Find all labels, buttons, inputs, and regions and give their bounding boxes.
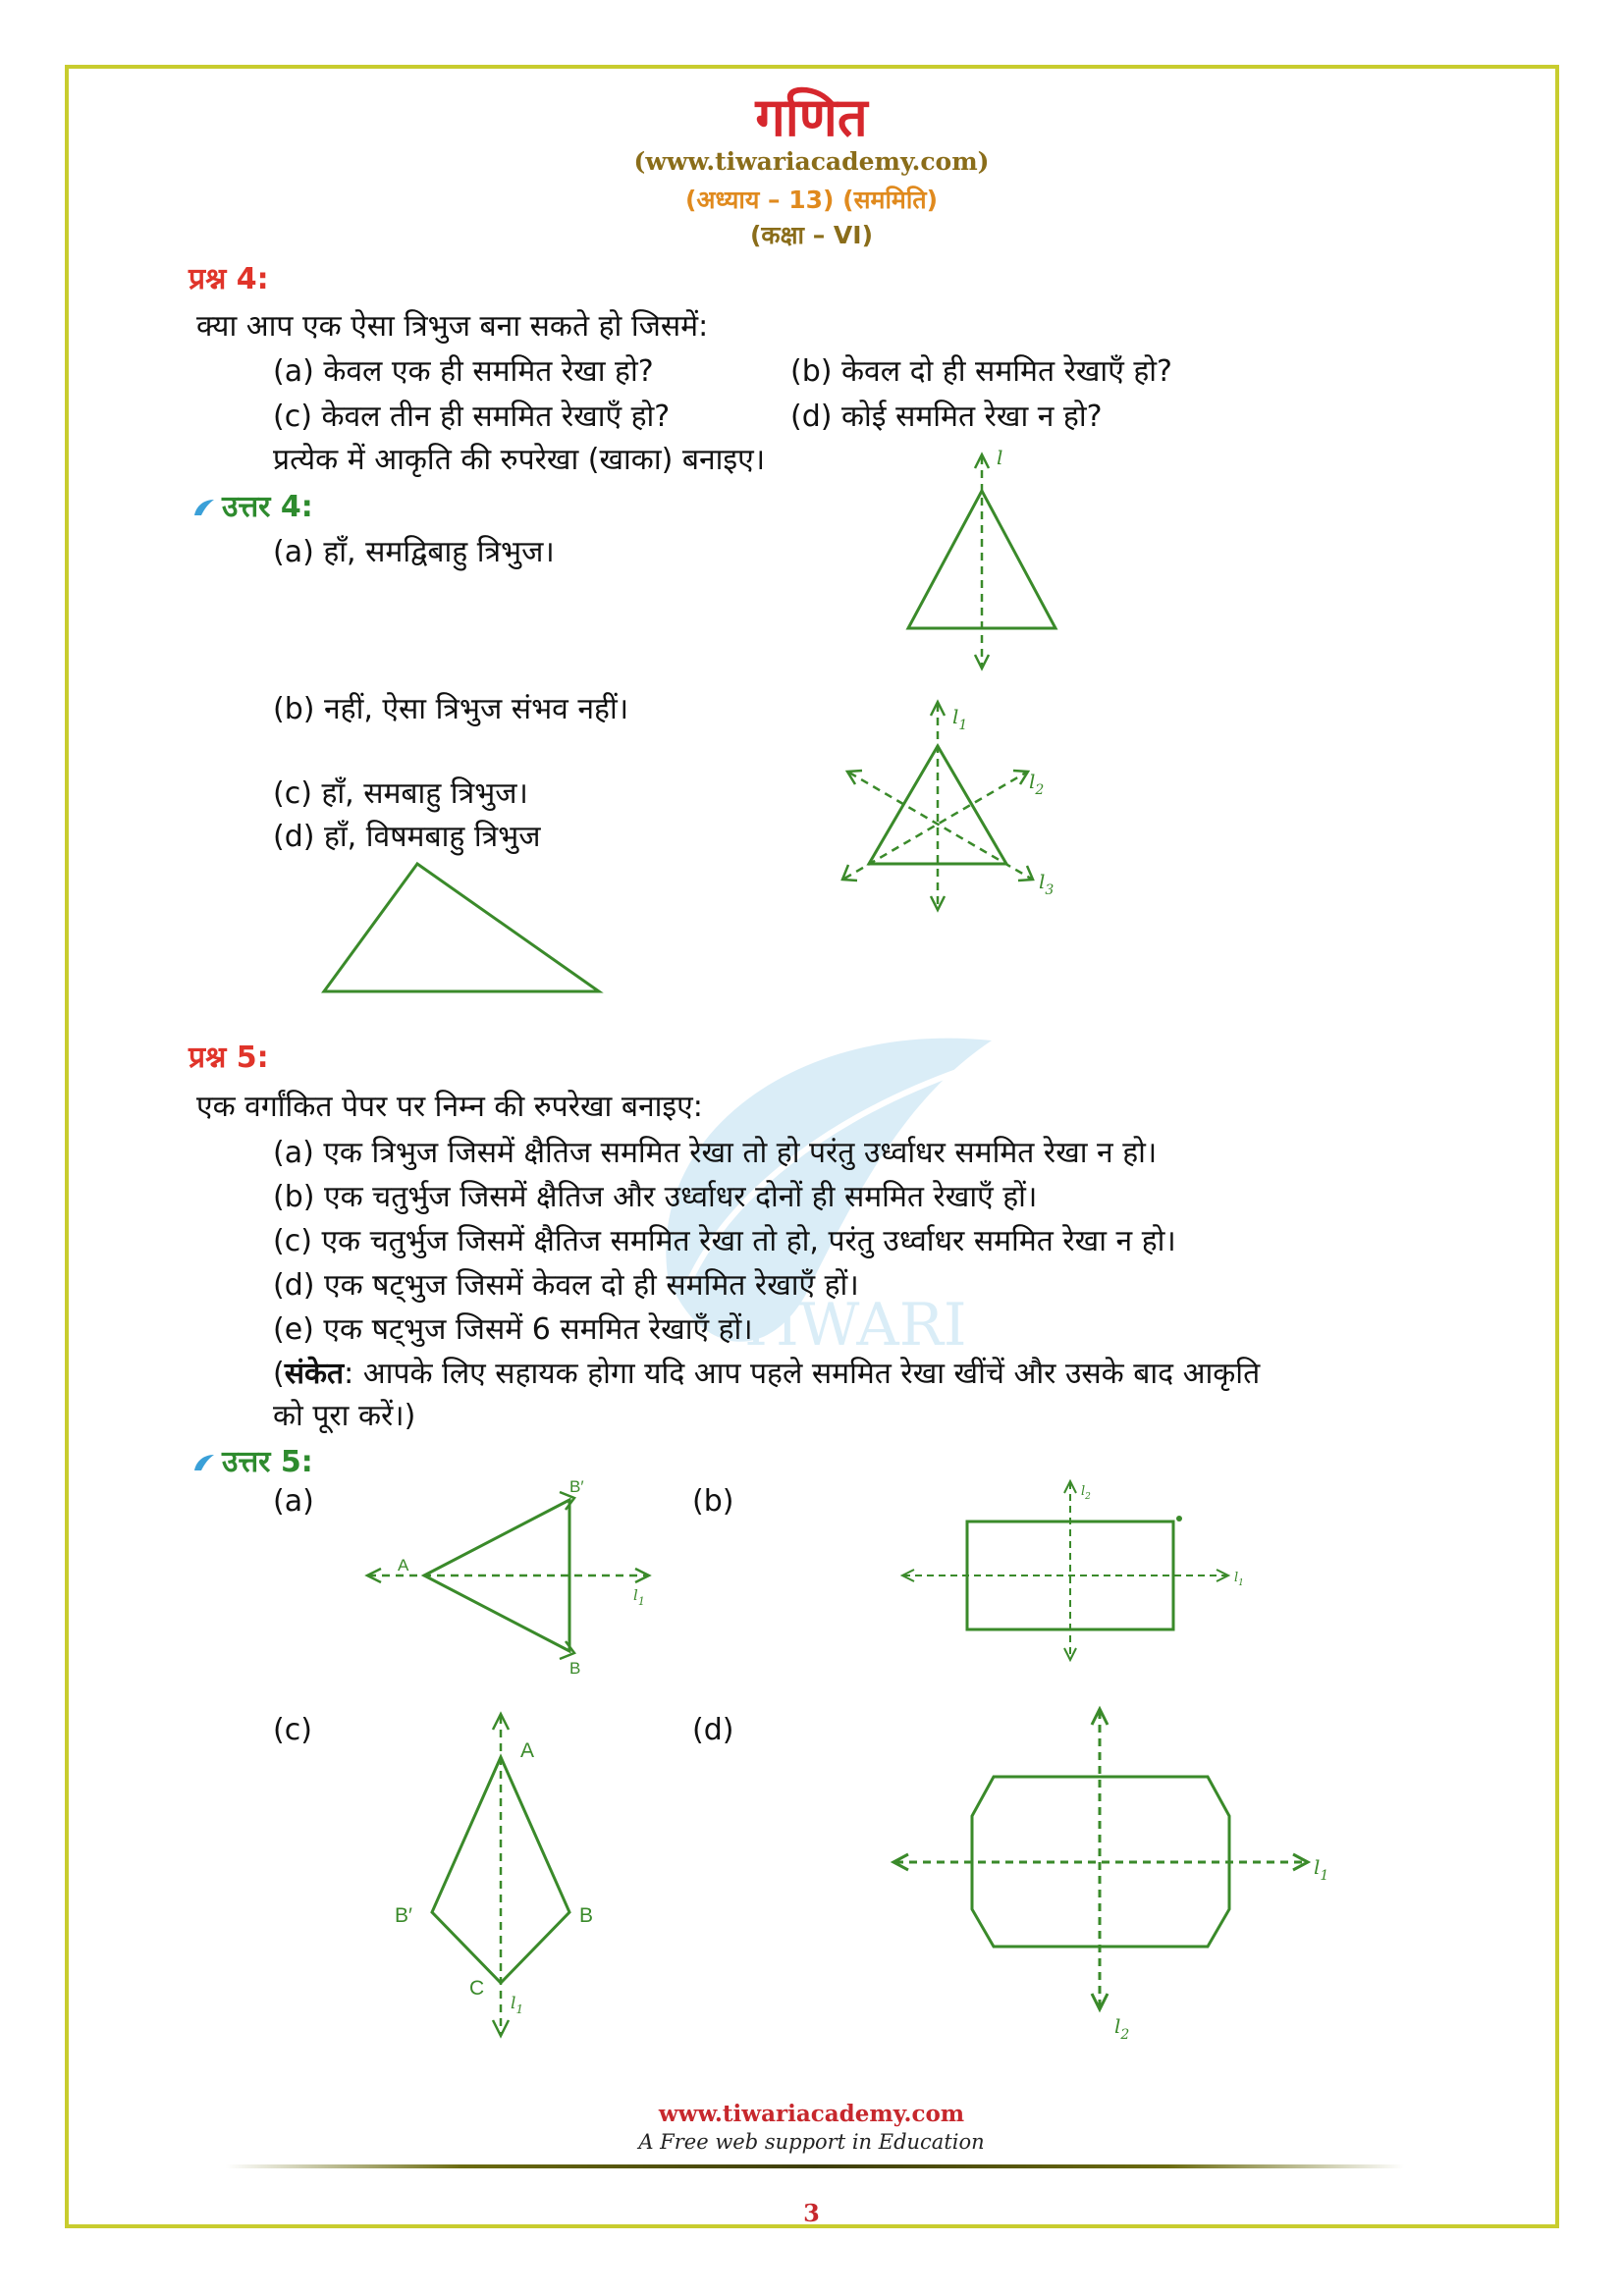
- question-4-option-a: (a) केवल एक ही सममित रेखा हो?: [273, 354, 654, 389]
- hint-label: संकेत: [284, 1357, 345, 1391]
- answer-5-d-label: (d): [692, 1713, 734, 1747]
- answer-logo-icon: [192, 498, 216, 519]
- label-B: B: [569, 1659, 581, 1678]
- answer-logo-icon: [192, 1453, 216, 1474]
- question-5-b: (b) एक चतुर्भुज जिसमें क्षैतिज और उर्ध्वाधर दोनों ही सममित रेखाएँ हों।: [273, 1180, 1038, 1214]
- label-5c-C: C: [469, 1977, 485, 2000]
- answer-5-a-label: (a): [273, 1484, 314, 1519]
- question-5-a: (a) एक त्रिभुज जिसमें क्षैतिज सममित रेखा तो हो परंतु उर्ध्वाधर सममित रेखा न हो।: [273, 1136, 1158, 1170]
- question-4-outro: प्रत्येक में आकृति की रुपरेखा (खाका) बनाइए।: [273, 443, 766, 477]
- question-4-option-c: (c) केवल तीन ही सममित रेखाएँ हो?: [273, 400, 671, 434]
- question-5-d: (d) एक षट्भुज जिसमें केवल दो ही सममित रेखाएँ हों।: [273, 1268, 859, 1303]
- label-A: A: [398, 1556, 409, 1575]
- figure-isosceles-triangle: [884, 447, 1080, 677]
- watermark-text: TIWARI: [736, 1291, 967, 1360]
- label-5c-l1: [511, 1994, 523, 2016]
- answer-4-d: (d) हाँ, विषमबाहु त्रिभुज: [273, 820, 541, 854]
- label-5c-A: A: [520, 1739, 535, 1762]
- label-l: l: [997, 446, 1003, 469]
- label-5a-l1: [633, 1586, 645, 1608]
- footer-site-link[interactable]: www.tiwariacademy.com: [658, 2101, 965, 2127]
- label-5b-l1: [1234, 1571, 1244, 1588]
- question-5-heading: प्रश्न 5:: [189, 1041, 269, 1075]
- label-l1: [952, 705, 967, 733]
- page-title: गणित: [755, 86, 868, 148]
- figure-equilateral-triangle: [825, 692, 1080, 918]
- label-5d-l1-main: l: [1314, 1855, 1321, 1879]
- label-B-prime: B′: [569, 1477, 584, 1496]
- label-5d-l2-sub: 2: [1120, 2027, 1130, 2043]
- answer-4-c: (c) हाँ, समबाहु त्रिभुज।: [273, 776, 528, 811]
- question-4-intro: क्या आप एक ऐसा त्रिभुज बना सकते हो जिसमें:: [196, 309, 709, 344]
- label-5a-l1-main: l: [633, 1586, 638, 1604]
- hint-text: : आपके लिए सहायक होगा यदि आप पहले सममित रेखा खींचें और उसके बाद आकृति: [344, 1357, 1261, 1391]
- question-4-heading: प्रश्न 4:: [189, 262, 269, 296]
- label-5b-l2: [1081, 1484, 1091, 1502]
- footer-tagline: A Free web support in Education: [638, 2130, 985, 2154]
- header-chapter: (अध्याय – 13) (सममिति): [684, 186, 939, 214]
- label-5d-l2-main: l: [1114, 2014, 1121, 2038]
- label-l2: [1029, 770, 1044, 798]
- answer-4-heading-text: उत्तर 4:: [222, 490, 313, 524]
- label-l3: [1039, 870, 1054, 898]
- question-5-c: (c) एक चतुर्भुज जिसमें क्षैतिज सममित रेखा तो हो, परंतु उर्ध्वाधर सममित रेखा न हो।: [273, 1224, 1176, 1258]
- answer-5-c-label: (c): [273, 1713, 312, 1747]
- answer-4-heading: [192, 485, 313, 525]
- label-5c-B: B: [579, 1904, 594, 1927]
- figure-5b-rectangle: [898, 1477, 1262, 1669]
- label-l3-main: l: [1039, 870, 1046, 893]
- answer-5-heading-text: उत्तर 5:: [222, 1445, 313, 1479]
- label-l1-main: l: [952, 705, 959, 728]
- answer-5-b-label: (b): [692, 1484, 734, 1519]
- question-5-hint-cont: को पूरा करें।): [273, 1399, 416, 1433]
- figure-5c-kite: [393, 1708, 628, 2042]
- label-5c-B-prime: B′: [395, 1904, 412, 1927]
- header-class: (कक्षा – VI): [749, 221, 873, 249]
- question-5-intro: एक वर्गांकित पेपर पर निम्न की रुपरेखा बनाइए:: [196, 1090, 703, 1124]
- figure-5d-octagon: [884, 1703, 1335, 2047]
- header-site: (www.tiwariacademy.com): [633, 147, 990, 176]
- page-number: 3: [803, 2199, 820, 2227]
- answer-4-a: (a) हाँ, समद्विबाहु त्रिभुज।: [273, 535, 555, 569]
- question-5-e: (e) एक षट्भुज जिसमें 6 सममित रेखाएँ हों।: [273, 1312, 753, 1347]
- label-5b-l2-main: l: [1081, 1484, 1086, 1499]
- answer-4-b: (b) नहीं, ऐसा त्रिभुज संभव नहीं।: [273, 692, 629, 726]
- question-5-hint: [273, 1352, 1260, 1392]
- hint-open: (: [273, 1357, 285, 1391]
- label-5b-l1-main: l: [1234, 1571, 1239, 1585]
- figure-scalene-triangle: [314, 854, 609, 1001]
- answer-5-heading: [192, 1440, 313, 1480]
- footer-divider: [226, 2164, 1404, 2168]
- label-l2-main: l: [1029, 770, 1036, 793]
- label-l2-sub: 2: [1035, 782, 1045, 798]
- label-5b-l1-sub: 1: [1238, 1578, 1244, 1588]
- figure-5a-triangle: [363, 1472, 658, 1688]
- label-5a-l1-sub: 1: [637, 1595, 645, 1608]
- label-5d-l1-sub: 1: [1320, 1868, 1329, 1884]
- question-4-option-d: (d) कोई सममित रेखा न हो?: [790, 400, 1103, 434]
- label-l3-sub: 3: [1045, 882, 1055, 898]
- question-4-option-b: (b) केवल दो ही सममित रेखाएँ हो?: [790, 354, 1172, 389]
- label-5b-l2-sub: 2: [1085, 1492, 1091, 1502]
- label-5d-l1: [1314, 1855, 1328, 1884]
- label-l1-sub: 1: [958, 718, 968, 733]
- label-5d-l2: [1114, 2014, 1129, 2043]
- label-5c-l1-sub: 1: [515, 2002, 524, 2016]
- label-5c-l1-main: l: [511, 1994, 516, 2013]
